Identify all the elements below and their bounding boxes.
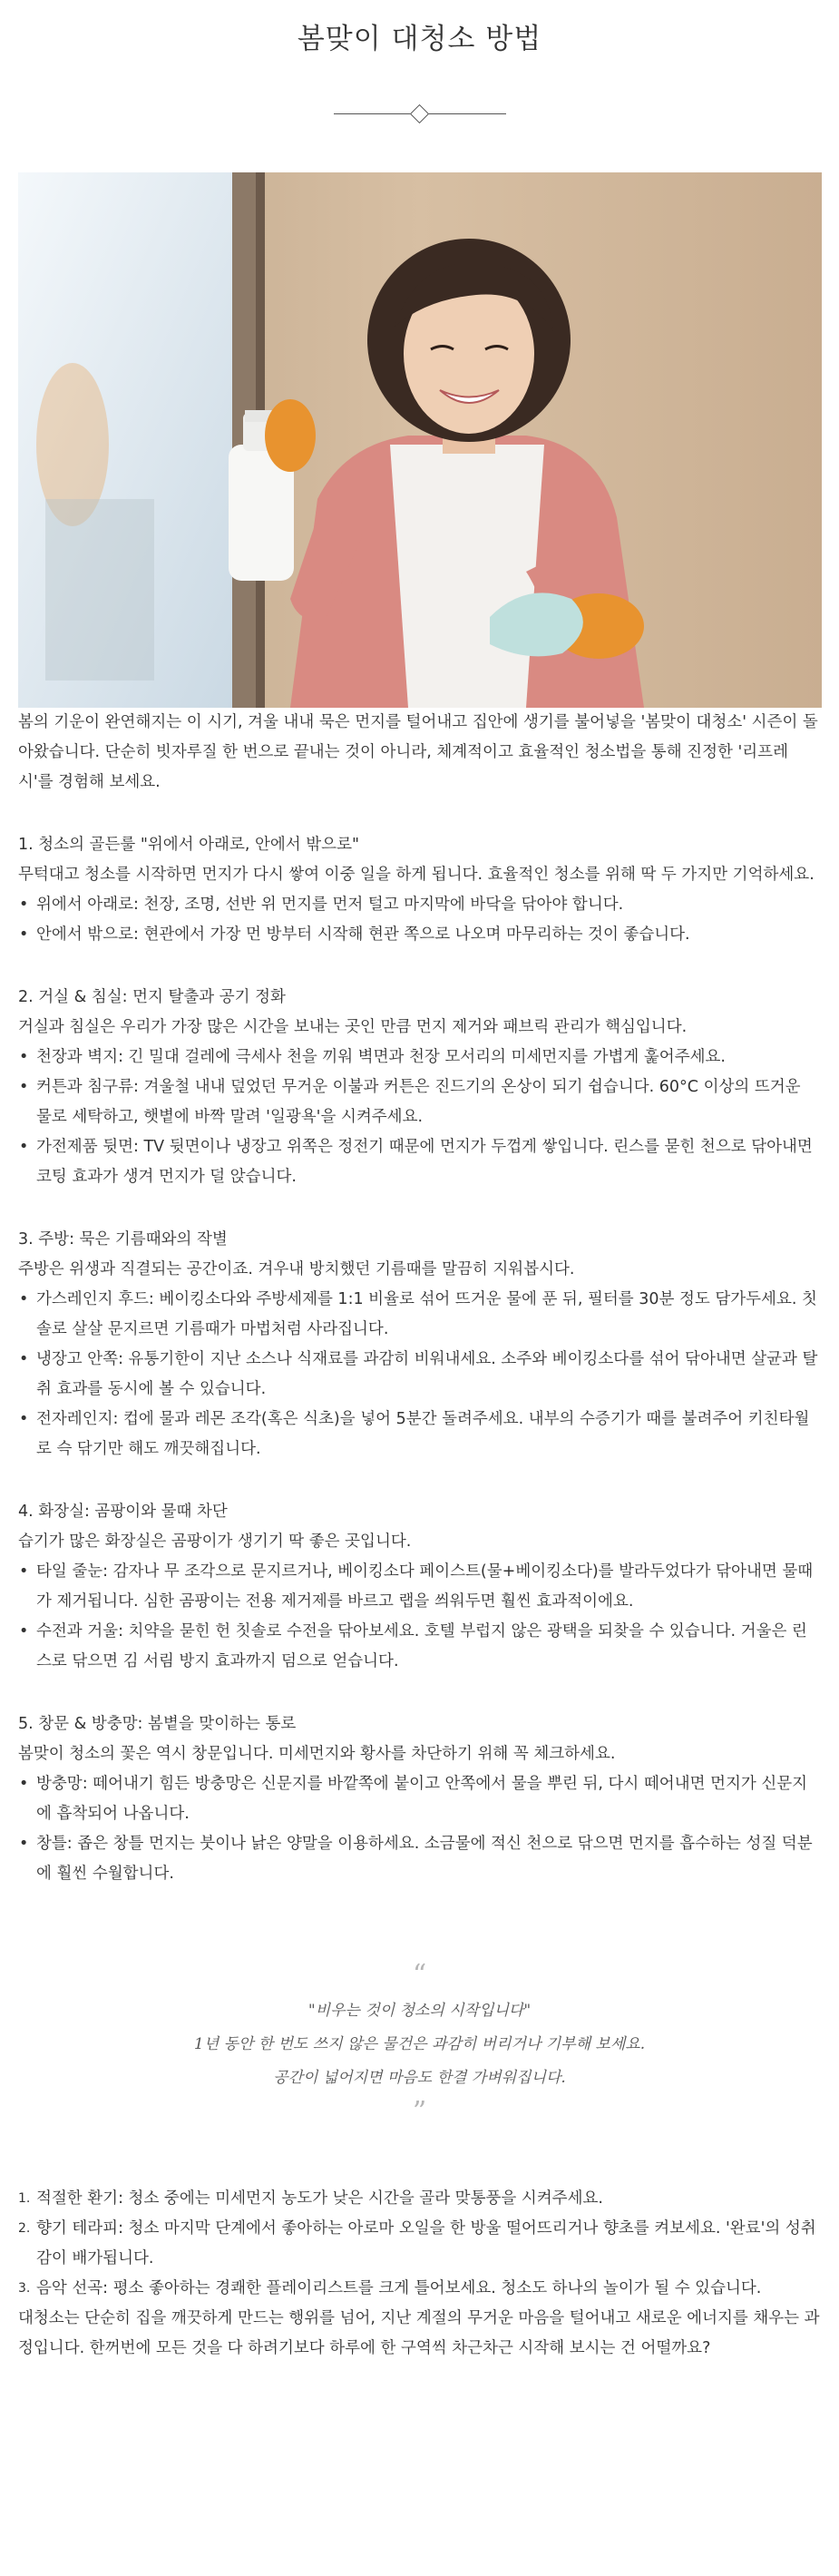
tip-text: 적절한 환기: 청소 중에는 미세먼지 농도가 낮은 시간을 골라 맞통풍을 시켜주세요. [36,2189,603,2208]
bullet-list [18,1285,821,1464]
bullet-item: • 수전과 거울: 치약을 묻힌 헌 칫솔로 수전을 닦아보세요. 호텔 부럽지 않은 광택을 되찾을 수 있습니다. 거울은 린스로 닦으면 김 서림 방지 효과까지 덤으로 얻습니다. [18,1617,821,1677]
section-bathroom [18,1497,821,1677]
bullet-list [18,1043,821,1192]
tip-text: 향기 테라피: 청소 마지막 단계에서 좋아하는 아로마 오일을 한 방울 떨어뜨리거나 향초를 켜보세요. '완료'의 성취감이 배가됩니다. [36,2219,816,2267]
section-living-room [18,983,821,1192]
bullet-list [18,1769,821,1889]
bullet-item: • 위에서 아래로: 천장, 조명, 선반 위 먼지를 먼저 털고 마지막에 바닥을 닦아야 합니다. [18,890,821,920]
quote-line: "비우는 것이 청소의 시작입니다" [307,2002,532,2020]
section-heading: 3. 주방: 묵은 기름때와의 작별 [18,1230,228,1249]
tip-item [18,2274,821,2304]
diamond-icon [409,104,428,123]
tip-number: 1. [18,2191,31,2206]
section-lead: 습기가 많은 화장실은 곰팡이가 생기기 딱 좋은 곳입니다. [18,1533,412,1551]
bullet-item: • 안에서 밖으로: 현관에서 가장 먼 방부터 시작해 현관 쪽으로 나오며 마무리하는 것이 좋습니다. [18,920,821,950]
bullet-item: • 가전제품 뒷면: TV 뒷면이나 냉장고 위쪽은 정전기 때문에 먼지가 두껍게 쌓입니다. 린스를 묻힌 천으로 닦아내면 코팅 효과가 생겨 먼지가 덜 앉습니다. [18,1132,821,1192]
intro-paragraph: 봄의 기운이 완연해지는 이 시기, 겨울 내내 묵은 먼지를 털어내고 집안에 생기를 불어넣을 '봄맞이 대청소' 시즌이 돌아왔습니다. 단순히 빗자루질 한 번으로 끝내는 것이 아니라, 체계적이고 효율적인 청소법을 통해 진정한 '리프레시'를 경험해 보세요. [18,713,818,791]
hero-image [18,172,822,708]
tip-item [18,2214,821,2274]
woman-cleaning-window-illustration [18,172,822,708]
bullet-item: • 천장과 벽지: 긴 밀대 걸레에 극세사 천을 끼워 벽면과 천장 모서리의 미세먼지를 가볍게 훑어주세요. [18,1043,821,1073]
pull-quote [18,1959,821,2128]
quote-line: 1년 동안 한 번도 쓰지 않은 물건은 과감히 버리거나 기부해 보세요. [193,2035,646,2053]
bullet-item: • 냉장고 안쪽: 유통기한이 지난 소스나 식재료를 과감히 비워내세요. 소주와 베이킹소다를 섞어 닦아내면 살균과 탈취 효과를 동시에 볼 수 있습니다. [18,1345,821,1405]
section-heading: 5. 창문 & 방충망: 봄볕을 맞이하는 통로 [18,1715,297,1733]
article-body [0,708,839,2382]
page-title: 봄맞이 대청소 방법 [297,23,542,55]
bullet-item: • 전자레인지: 컵에 물과 레몬 조각(혹은 식초)을 넣어 5분간 돌려주세요. 내부의 수증기가 때를 불려주어 키친타월로 슥 닦기만 해도 깨끗해집니다. [18,1405,821,1464]
bullet-list [18,1557,821,1677]
open-quote-icon: “ [412,1959,427,1991]
bullet-item: • 방충망: 떼어내기 힘든 방충망은 신문지를 바깥쪽에 붙이고 안쪽에서 물을 뿌린 뒤, 다시 떼어내면 먼지가 신문지에 흡착되어 나옵니다. [18,1769,821,1829]
section-heading: 4. 화장실: 곰팡이와 물때 차단 [18,1503,228,1521]
section-windows [18,1709,821,1889]
title-divider [334,105,506,123]
tips-list [18,2184,821,2304]
section-lead: 거실과 침실은 우리가 가장 많은 시간을 보내는 곳인 만큼 먼지 제거와 패브릭 관리가 핵심입니다. [18,1018,688,1036]
tip-number: 2. [18,2221,31,2236]
close-quote-icon: ” [412,2096,427,2128]
section-lead: 봄맞이 청소의 꽃은 역시 창문입니다. 미세먼지와 황사를 차단하기 위해 꼭 체크하세요. [18,1745,616,1763]
bullet-item: • 커튼과 침구류: 겨울철 내내 덮었던 무거운 이불과 커튼은 진드기의 온상이 되기 쉽습니다. 60°C 이상의 뜨거운 물로 세탁하고, 햇볕에 바짝 말려 '일광욕'을 시켜주세요. [18,1073,821,1132]
bullet-list [18,890,821,950]
section-golden-rule [18,830,821,950]
section-heading: 2. 거실 & 침실: 먼지 탈출과 공기 정화 [18,988,286,1006]
tip-item [18,2184,821,2214]
section-heading: 1. 청소의 골든룰 "위에서 아래로, 안에서 밖으로" [18,836,360,854]
closing-paragraph: 대청소는 단순히 집을 깨끗하게 만드는 행위를 넘어, 지난 계절의 무거운 마음을 털어내고 새로운 에너지를 채우는 과정입니다. 한꺼번에 모든 것을 다 하려기보다 하루에 한 구역씩 차근차근 시작해 보시는 건 어떨까요? [18,2309,820,2357]
section-lead: 무턱대고 청소를 시작하면 먼지가 다시 쌓여 이중 일을 하게 됩니다. 효율적인 청소를 위해 딱 두 가지만 기억하세요. [18,866,815,884]
bullet-item: • 가스레인지 후드: 베이킹소다와 주방세제를 1:1 비율로 섞어 뜨거운 물에 푼 뒤, 필터를 30분 정도 담가두세요. 칫솔로 살살 문지르면 기름때가 마법처럼 사라집니다. [18,1285,821,1345]
quote-line: 공간이 넓어지면 마음도 한결 가벼워집니다. [273,2069,566,2087]
bullet-item: • 타일 줄눈: 감자나 무 조각으로 문지르거나, 베이킹소다 페이스트(물+베이킹소다)를 발라두었다가 닦아내면 물때가 제거됩니다. 심한 곰팡이는 전용 제거제를 바르고 랩을 씌워두면 훨씬 효과적이에요. [18,1557,821,1617]
tip-number: 3. [18,2281,31,2296]
section-kitchen [18,1225,821,1464]
tip-text: 음악 선곡: 평소 좋아하는 경쾌한 플레이리스트를 크게 틀어보세요. 청소도 하나의 놀이가 될 수 있습니다. [36,2279,762,2297]
bullet-item: • 창틀: 좁은 창틀 먼지는 붓이나 낡은 양말을 이용하세요. 소금물에 적신 천으로 닦으면 먼지를 흡수하는 성질 덕분에 훨씬 수월합니다. [18,1829,821,1889]
section-lead: 주방은 위생과 직결되는 공간이죠. 겨우내 방치했던 기름때를 말끔히 지워봅시다. [18,1260,575,1278]
